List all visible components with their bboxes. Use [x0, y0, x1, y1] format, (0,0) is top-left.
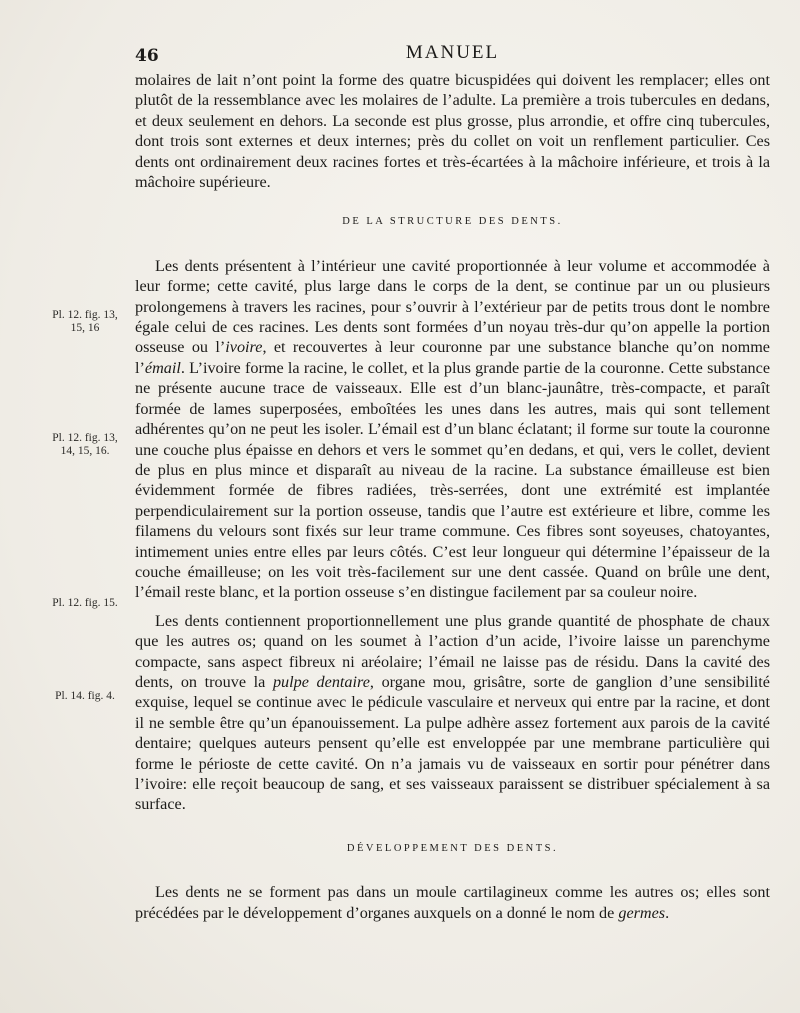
margin-note-line: 15, 16 — [70, 322, 100, 334]
page-body — [135, 70, 770, 923]
page-header — [135, 40, 770, 70]
paragraph-text: , organe mou, grisâtre, sorte de ganglion d’une sensibilité exquise, lequel se continue avec le pédicule vasculaire et nerveux qui entre par la racine, et dont il ne semble être qu’un épanouissement. La pulpe adhère assez fortement aux parois de la cavité dentaire; quelques auteurs pensent qu’elle est enveloppée par une membrane particulière qui forme le périoste de cette cavité. On n’a jamais vu de vaisseaux en sortir pour pénétrer dans l’ivoire: elle reçoit beaucoup de sang, et ses vaisseaux paraissent se distribuer spécialement à sa surface. — [135, 672, 770, 814]
margin-note-plate-reference — [40, 690, 130, 703]
paragraph-text: Les dents ne se forment pas dans un moule cartilagineux comme les autres os; elles sont précédées par le développement d’organes auxquels on a donné le nom de — [135, 883, 770, 922]
paragraph-developpement — [135, 882, 770, 923]
paragraph-text: . L’ivoire forme la racine, le collet, et la plus grande partie de la couronne. Cette substance ne présente aucune trace de vaisseaux. Elle est d’un blanc-jaunâtre, très-compacte, et paraît formée de lames superposées, emboîtées les unes dans les autres, mais qui sont tellement adhérentes qu’on ne peut les isoler. L’émail est d’un blanc éclatant; il forme sur toute la couronne une couche plus épaisse en dehors et vers le sommet qu’en dedans, et qui, vers le collet, devient de plus en plus mince et disparaît au niveau de la racine. La substance émailleuse est bien évidemment formée de fibres radiées, très-serrées, dont une extrémité est implantée perpendiculairement sur la portion osseuse, tandis que l’autre est extérieure et libre, comme les filamens du velours sont fixés sur leur trame commune. Ces fibres sont soyeuses, chatoyantes, intimement unies entre elles par leurs côtés. C’est leur longueur qui détermine l’épaisseur de la couche émailleuse; on les voit très-facilement sur une dent cassée. Quand on brûle une dent, l’émail reste blanc, et la portion osseuse s’en distingue facilement par sa couleur noire. — [135, 358, 770, 602]
margin-note-plate-reference — [40, 309, 130, 335]
term-germes: germes — [618, 903, 666, 922]
paragraph-text: Les dents contiennent proportionnellement une plus grande quantité de phosphate de chaux que les autres os; quand on les soumet à l’action d’un acide, l’ivoire laisse un parenchyme compacte, sans aspect fibreux ni aréolaire; l’émail ne laisse pas de résidu. Dans la cavité des dents, on trouve la — [135, 611, 770, 691]
paragraph-composition — [135, 611, 770, 815]
margin-note-line: Pl. 12. fig. 15. — [52, 597, 118, 609]
paragraph-text: Les dents présentent à l’intérieur une cavité proportionnée à leur volume et accommodée à leur forme; cette cavité, plus large dans le corps de la dent, se continue par un ou plusieurs prolongemens à travers les racines, pour s’ouvrir à l’extérieur par de petits trous dont le nombre égale celui de ces racines. Les dents sont formées d’un noyau très-dur qu’on appelle la portion osseuse ou l’ — [135, 256, 770, 357]
section-title-structure: DE LA STRUCTURE DES DENTS. — [342, 216, 563, 228]
term-ivoire: ivoire — [225, 338, 263, 357]
margin-note-line: 14, 15, 16. — [60, 445, 110, 457]
paragraph-text: molaires de lait n’ont point la forme des quatre bicuspidées qui doivent les remplacer; elles ont plutôt de la ressemblance avec les molaires de l’adulte. La première a trois tubercules en dedans, et deux seulement en dehors. La seconde est plus grosse, plus arrondie, et offre cinq tubercules, dont trois sont externes et deux internes; près du collet on voit un renflement particulier. Ces dents ont ordinairement deux racines fortes et très-écartées à la mâchoire inférieure, et trois à la mâchoire supérieure. — [135, 71, 770, 192]
paragraph-text: , et recouvertes à leur couronne par une substance blanche qu’on nomme l’ — [135, 338, 770, 377]
term-pulpe-dentaire: pulpe dentaire — [272, 672, 370, 691]
paragraph-text: . — [665, 903, 670, 922]
paragraph-structure — [135, 256, 770, 603]
margin-note-line: Pl. 12. fig. 13, — [52, 432, 118, 444]
running-title: MANUEL — [405, 42, 500, 63]
margin-note-line: Pl. 14. fig. 4. — [55, 690, 115, 702]
margin-note-line: Pl. 12. fig. 13, — [52, 309, 118, 321]
margin-note-plate-reference — [40, 432, 130, 458]
section-title-developpement: DÉVELOPPEMENT DES DENTS. — [346, 842, 559, 854]
term-email: émail — [144, 358, 181, 377]
margin-note-plate-reference — [40, 597, 130, 610]
paragraph-molaires — [135, 70, 770, 192]
page-number: 46 — [135, 46, 159, 66]
